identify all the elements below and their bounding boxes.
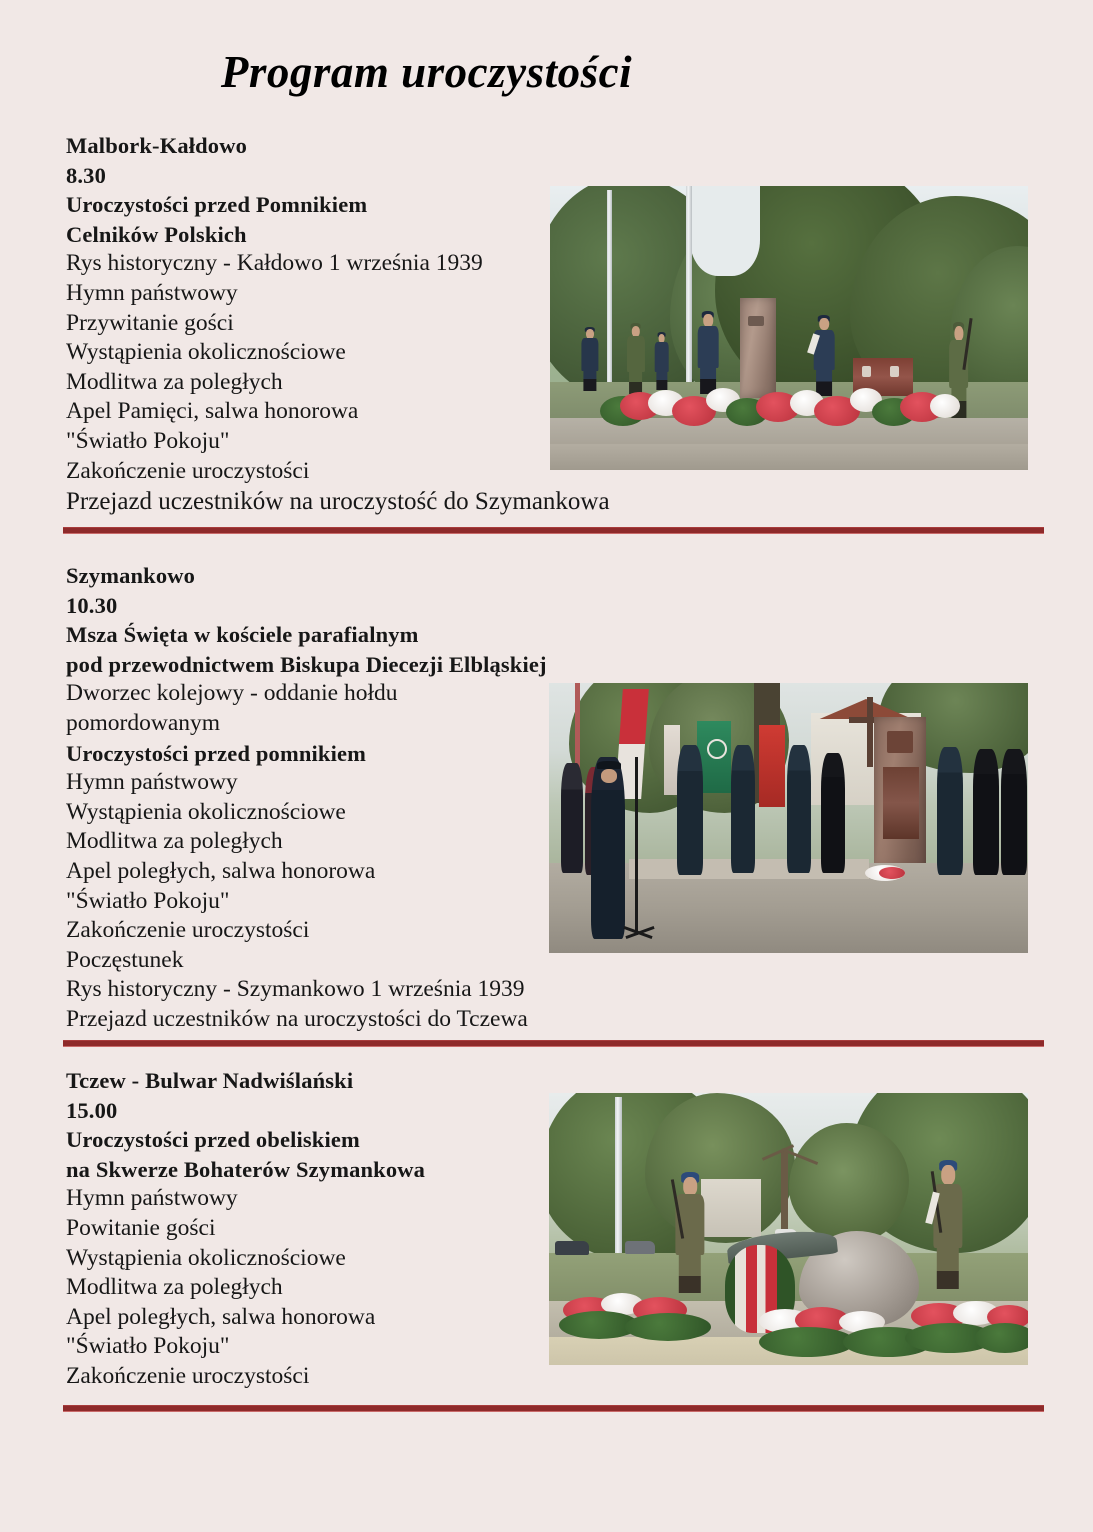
photo-obelisk-ceremony-tczew <box>549 1093 1028 1365</box>
program-item: "Światło Pokoju" <box>66 427 230 454</box>
program-item: Dworzec kolejowy - oddanie hołdu <box>66 680 398 707</box>
section-heading-line-2: na Skwerze Bohaterów Szymankowa <box>66 1156 426 1182</box>
photo-monument-ceremony-kaldowo <box>550 186 1028 470</box>
program-item: "Światło Pokoju" <box>66 887 230 914</box>
program-item: Wystąpienia okolicznościowe <box>66 339 346 366</box>
section-text-block <box>66 561 586 1035</box>
program-item: Zakończenie uroczystości <box>66 457 310 484</box>
section-heading-line-2: Celników Polskich <box>66 221 247 247</box>
section-time: 15.00 <box>66 1097 118 1123</box>
program-item: Apel Pamięci, salwa honorowa <box>66 398 359 425</box>
section-heading-line-1: Msza Święta w kościele parafialnym <box>66 622 419 648</box>
program-item: Apel poległych, salwa honorowa <box>66 857 376 884</box>
section-text-block <box>66 1066 586 1392</box>
program-item: Przywitanie gości <box>66 309 234 336</box>
section-closing-line: Przejazd uczestników na uroczystość do Szymankowa <box>66 488 610 516</box>
program-item: Zakończenie uroczystości <box>66 917 310 944</box>
speaker-figure <box>591 757 625 939</box>
section-time: 8.30 <box>66 162 106 188</box>
page-title-text: Program uroczystości <box>220 47 633 97</box>
section-time: 10.30 <box>66 592 118 618</box>
program-item: Apel poległych, salwa honorowa <box>66 1303 376 1330</box>
section-location: Tczew - Bulwar Nadwiślański <box>66 1068 354 1093</box>
program-item: Hymn państwowy <box>66 1185 238 1212</box>
section-heading-line-2: pod przewodnictwem Biskupa Diecezji Elbląskiej <box>66 651 547 677</box>
program-item: Rys historyczny - Szymankowo 1 września 1939 <box>66 976 525 1003</box>
program-item: Przejazd uczestników na uroczystości do Tczewa <box>66 1005 528 1032</box>
section-location: Szymankowo <box>66 563 196 588</box>
program-item: Hymn państwowy <box>66 769 238 796</box>
program-item: Zakończenie uroczystości <box>66 1362 310 1389</box>
honor-guard <box>673 1177 707 1293</box>
program-item: Poczęstunek <box>66 946 184 973</box>
program-item: Wystąpienia okolicznościowe <box>66 798 346 825</box>
program-item: "Światło Pokoju" <box>66 1333 230 1360</box>
program-item: Wystąpienia okolicznościowe <box>66 1244 346 1271</box>
section-heading-line-1: Uroczystości przed Pomnikiem <box>66 192 368 218</box>
section-divider <box>63 527 1044 534</box>
section-heading-line-1: Uroczystości przed obeliskiem <box>66 1127 360 1153</box>
page-title <box>0 46 1093 98</box>
section-location: Malbork-Kałdowo <box>66 133 248 158</box>
honor-guard <box>931 1165 965 1289</box>
program-item: Hymn państwowy <box>66 279 238 306</box>
program-item: Powitanie gości <box>66 1214 216 1241</box>
section-text-block <box>66 131 610 517</box>
honor-guard <box>580 329 600 391</box>
program-item: Modlitwa za poległych <box>66 368 283 395</box>
program-item: pomordowanym <box>66 709 221 736</box>
section-divider <box>63 1040 1044 1047</box>
section-divider <box>63 1405 1044 1412</box>
program-item: Modlitwa za poległych <box>66 1274 283 1301</box>
section-subheading: Uroczystości przed pomnikiem <box>66 740 366 766</box>
program-item: Rys historyczny - Kałdowo 1 września 1939 <box>66 250 483 277</box>
program-item: Modlitwa za poległych <box>66 828 283 855</box>
photo-monument-ceremony-szymankowo <box>549 683 1028 953</box>
